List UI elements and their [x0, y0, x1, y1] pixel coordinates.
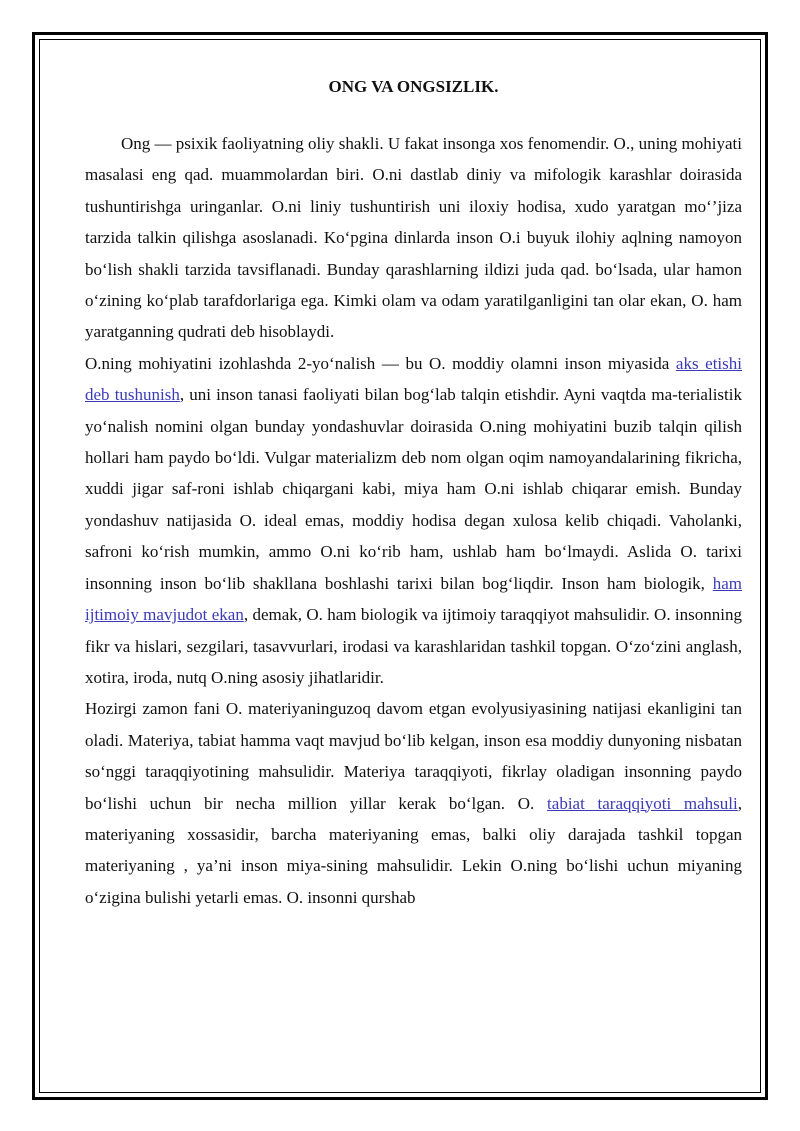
link-ijtimoiy-mavjudot[interactable]: ham ijtimoiy mavjudot ekan: [85, 573, 742, 625]
paragraph-3: [85, 693, 742, 913]
paragraph-2-text-b: , uni inson tanasi faoliyati bilan bog‘lab talqin etishdir. Ayni vaqtda ma-terialistik yo‘nalish nomini olgan bunday yondashuvlar doirasida O.ning mohiyatini buzib talqin qilish hollari ham paydo bo‘ldi. Vulgar materializm deb nom olgan oqim namoyandalarining fikricha, xuddi jigar saf-roni ishlab chiqargani kabi, miya ham O.ni ishlab chiqarar emish. Bunday yondashuv natijasida O. ideal emas, moddiy hodisa degan xulosa kelib chiqadi. Vaholanki, safroni ko‘rish mumkin, ammo O.ni ko‘rib ham, ushlab ham bo‘lmaydi. Aslida O. tarixi insonning inson bo‘lib shakllana boshlashi tarixi bilan bog‘liqdir. Inson ham biologik,: [85, 385, 742, 593]
paragraph-1: Ong — psixik faoliyatning oliy shakli. U fakat insonga xos fenomendir. O., uning mohiyati masalasi eng qad. muammolardan biri. O.ni dastlab diniy va mifologik karashlar doirasida tushuntirishga uringanlar. O.ni liniy tushuntirish uni iloxiy hodisa, xudo yaratgan mo‘’jiza tarzida talkin qilishga asoslanadi. Ko‘pgina dinlarda inson O.i buyuk ilohiy aqlning namoyon bo‘lish shakli tarzida tavsiflanadi. Bunday qarashlarning ildizi juda qad. bo‘lsada, ular hamon o‘zining ko‘plab tarafdorlariga ega. Kimki olam va odam yaratilganligini tan olar ekan, O. ham yaratganning qudrati deb hisoblaydi.: [85, 134, 742, 342]
document-body: [85, 76, 742, 913]
paragraph-3-text-a: Hozirgi zamon fani O. materiyaninguzoq davom etgan evolyusiyasining natijasi ekanligini tan oladi. Materiya, tabiat hamma vaqt mavjud bo‘lib kelgan, inson esa moddiy dunyoning nisbatan so‘nggi taraqqiyotining mahsulidir. Materiya taraqqiyoti, fikrlay oladigan insonning paydo bo‘lishi uchun bir necha million yillar kerak bo‘lgan. O.: [85, 699, 742, 813]
link-aks-etishi[interactable]: aks etishi deb tushunish: [85, 353, 742, 405]
paragraph-2-text-a: O.ning mohiyatini izohlashda 2-yo‘nalish — bu O. moddiy olamni inson miyasida: [85, 353, 676, 373]
link-tabiat-taraqqiyoti[interactable]: tabiat taraqqiyoti mahsuli: [547, 793, 738, 813]
paragraph-2-text-c: , demak, O. ham biologik va ijtimoiy taraqqiyot mahsulidir. O. insonning fikr va hislari, sezgilari, tasavvurlari, irodasi va karashlaridan tashkil topgan. O‘zo‘zini anglash, xotira, iroda, nutq O.ning asosiy jihatlaridir.: [85, 605, 742, 687]
document-title: ONG VA ONGSIZLIK.: [328, 77, 499, 96]
paragraph-3-text-b: , materiyaning xossasidir, barcha materiyaning emas, balki oliy darajada tashkil topgan materiyaning , ya’ni inson miya-sining mahsulidir. Lekin O.ning bo‘lishi uchun miyaning o‘zigina bulishi yetarli emas. O. insonni qurshab: [85, 793, 742, 907]
paragraph-2: [85, 348, 742, 693]
